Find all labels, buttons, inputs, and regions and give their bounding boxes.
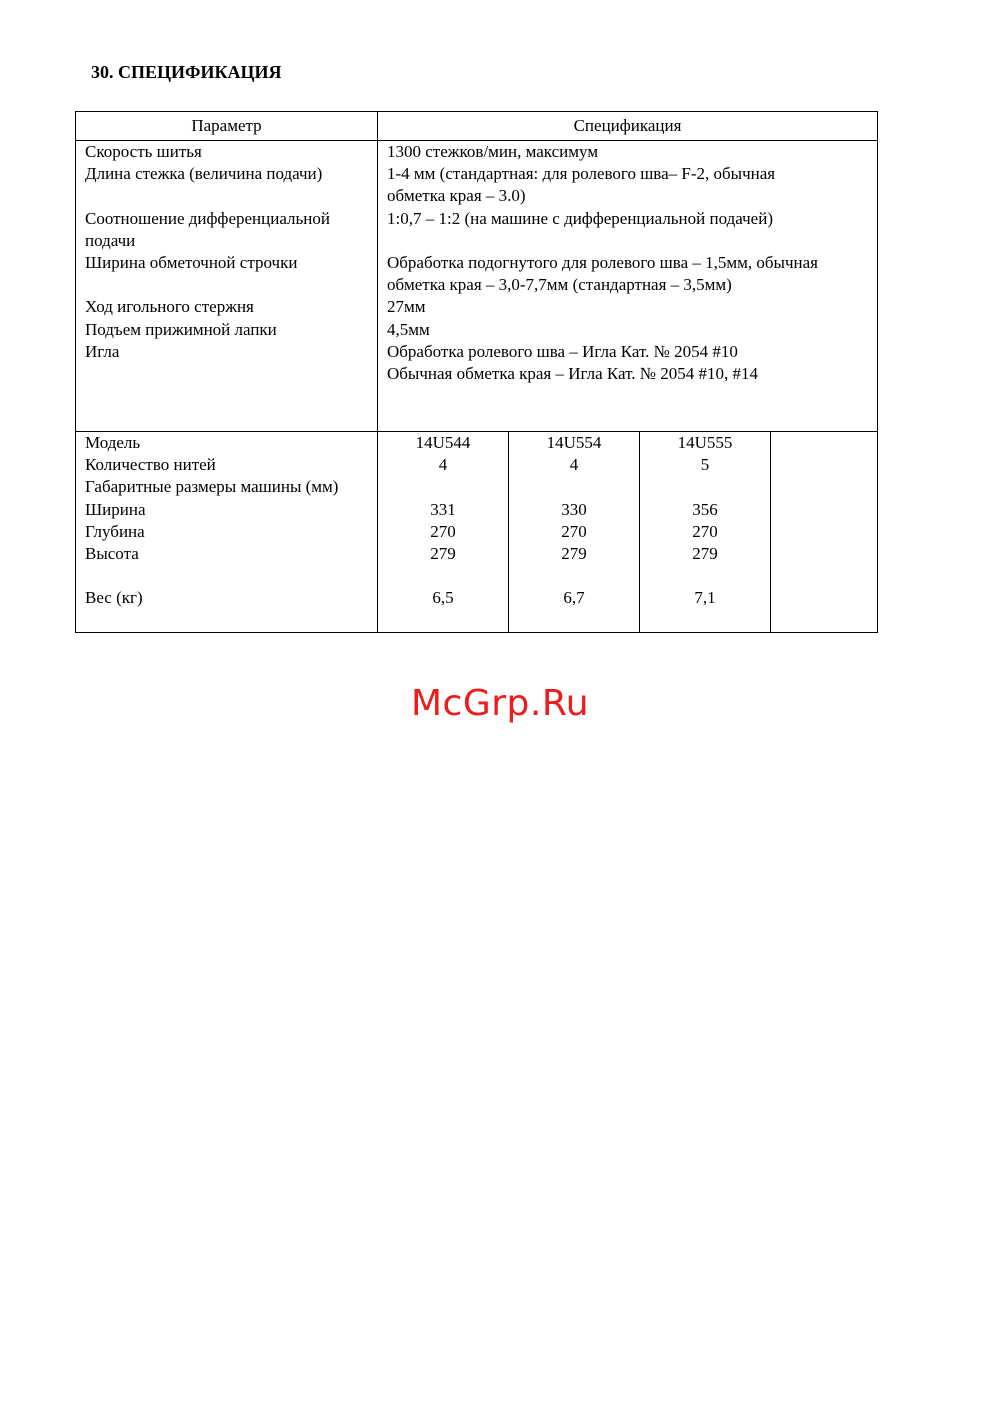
model-value: 4 (438, 455, 448, 475)
spec-line: 1300 стежков/мин, максимум (387, 142, 599, 161)
spec-line: 4,5мм (387, 319, 430, 339)
spec-line: 27мм (387, 297, 426, 317)
model-label: Вес (кг) (85, 588, 143, 608)
model-label: Количество нитей (85, 455, 216, 475)
model-label (85, 565, 377, 587)
model-label: Высота (85, 544, 139, 564)
model-label: Глубина (85, 521, 145, 541)
spec-line: обметка края – 3.0) (387, 186, 526, 206)
spec-line: Обработка подогнутого для ролевого шва – 1,5мм, обычная (387, 253, 818, 272)
model-label: Модель (85, 433, 141, 452)
model-label: Габаритные размеры машины (мм) (85, 477, 339, 497)
param-line: Ход игольного стержня (85, 297, 254, 317)
param-line (85, 274, 377, 296)
param-line: подачи (85, 230, 136, 250)
model-column-empty (771, 432, 878, 633)
model-value: 330 (561, 499, 587, 519)
model-value: 4 (569, 455, 579, 475)
model-column-3 (640, 432, 771, 633)
model-value: 279 (561, 544, 587, 563)
model-column-2 (509, 432, 640, 633)
model-label: Ширина (85, 499, 146, 519)
model-value: 14U554 (546, 433, 602, 452)
model-value: 270 (692, 521, 718, 541)
model-value: 6,5 (432, 588, 454, 608)
model-column-1 (378, 432, 509, 633)
model-value: 279 (430, 544, 456, 563)
model-value (378, 565, 508, 587)
model-value (640, 565, 770, 587)
model-labels-cell (76, 432, 378, 633)
model-value (640, 476, 770, 498)
model-value: 270 (430, 521, 456, 541)
model-value: 5 (700, 455, 710, 475)
spec-line: Обработка ролевого шва – Игла Кат. № 2054 #10 (387, 341, 738, 361)
spec-values-cell (378, 141, 878, 432)
spec-line: 1:0,7 – 1:2 (на машине с дифференциальной подачей) (387, 208, 773, 228)
param-line: Ширина обметочной строчки (85, 253, 298, 272)
table-row-models (76, 432, 878, 633)
param-names-cell (76, 141, 378, 432)
model-value: 356 (692, 499, 718, 519)
page-title: 30. СПЕЦИФИКАЦИЯ (91, 62, 282, 82)
model-value: 270 (561, 521, 587, 541)
param-line: Длина стежка (величина подачи) (85, 164, 323, 184)
header-spec: Спецификация (378, 112, 878, 141)
specification-table (75, 111, 878, 633)
spec-line (387, 230, 869, 252)
spec-line: Обычная обметка края – Игла Кат. № 2054 #10, #14 (387, 364, 759, 384)
table-header-row (76, 112, 878, 141)
model-value: 279 (692, 544, 718, 563)
spec-line: обметка края – 3,0-7,7мм (стандартная – 3,5мм) (387, 275, 732, 295)
model-value: 6,7 (563, 588, 585, 608)
param-line: Скорость шитья (85, 142, 202, 161)
header-param: Параметр (76, 112, 378, 141)
model-value (509, 565, 639, 587)
param-line (85, 185, 377, 207)
param-line: Подъем прижимной лапки (85, 319, 277, 339)
table-row-parameters (76, 141, 878, 432)
model-value: 7,1 (694, 588, 716, 608)
param-line: Соотношение дифференциальной (85, 208, 330, 228)
model-value: 331 (430, 499, 456, 519)
model-value (509, 476, 639, 498)
spec-line: 1-4 мм (стандартная: для ролевого шва– F-2, обычная (387, 164, 776, 184)
param-line: Игла (85, 341, 120, 361)
model-value: 14U555 (677, 433, 733, 452)
model-value (378, 476, 508, 498)
watermark-logo: McGrp.Ru (410, 683, 590, 724)
model-value: 14U544 (415, 433, 471, 452)
